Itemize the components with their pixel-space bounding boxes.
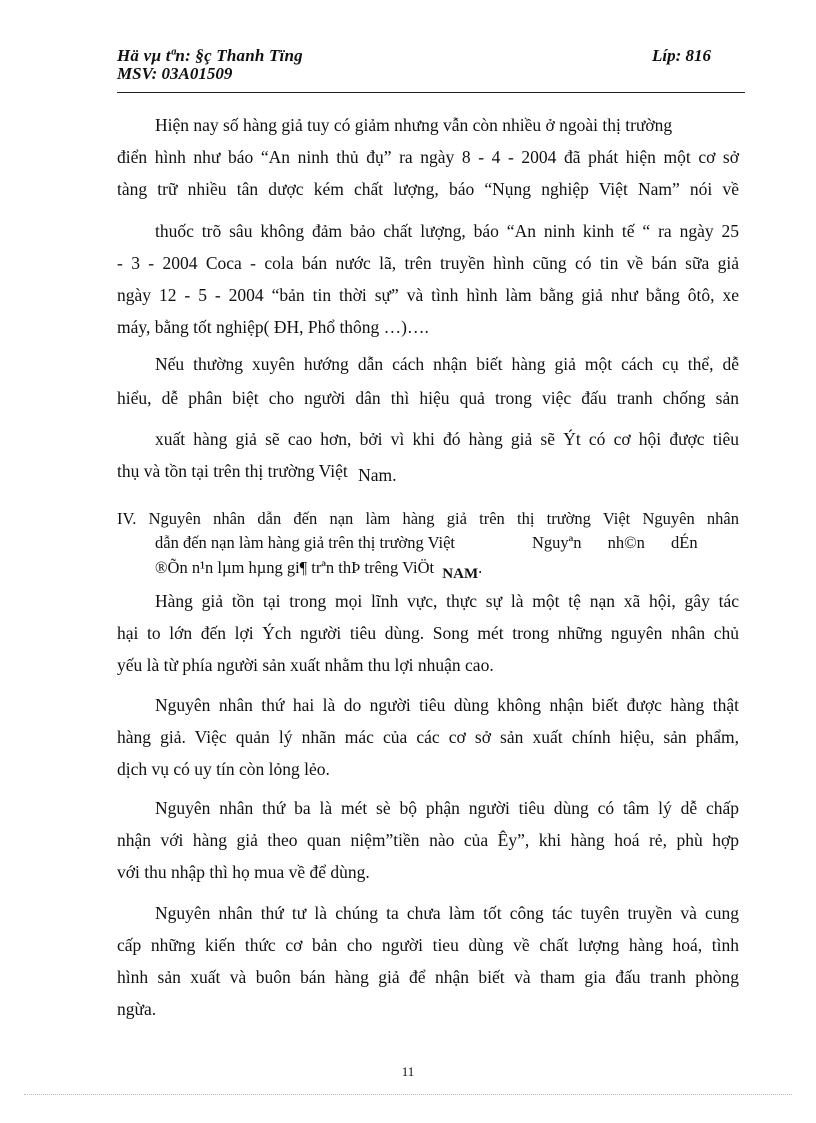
para5-line2: nhận với hàng giả theo quan niệm”tiền nào của Êy”, khi hàng hoá rẻ, phù hợp [117, 830, 739, 850]
para5-line1: Nguyên nhân thứ ba là mét sè bộ phận người tiêu dùng có tâm lý dễ chấp [155, 798, 739, 818]
para2-line4-text: thụ và tồn tại trên thị trường Việt [117, 461, 348, 481]
section-heading-line2 [155, 532, 739, 554]
para1-line6: ngày 12 - 5 - 2004 “bản tin thời sự” và tình hình làm bằng giả như bằng ôtô, xe [117, 285, 739, 305]
section-heading-line2-garbled: Nguyªn nh©n dÉn [532, 533, 698, 552]
para4-line1: Nguyên nhân thứ hai là do người tiêu dùng không nhận biết được hàng thật [155, 695, 739, 715]
para5-line3: với thu nhập thì họ mua về để dùng. [117, 862, 370, 882]
para2-line3: xuất hàng giả sẽ cao hơn, bởi vì khi đó hàng giả sẽ Ýt có cơ hội được tiêu [155, 429, 739, 449]
para1-line5: - 3 - 2004 Coca - cola bán nước lã, trên truyền hình cũng có tin về bán sữa giả [117, 253, 739, 273]
para2-line1: Nếu thường xuyên hướng dẫn cách nhận biết hàng giả một cách cụ thể, dễ [155, 354, 739, 374]
para4-line3: dịch vụ có uy tín còn lỏng lẻo. [117, 759, 330, 779]
para1-line1: Hiện nay số hàng giả tuy có giảm nhưng vẫn còn nhiều ở ngoài thị trường [155, 115, 673, 135]
section-heading-line3-period: . [478, 558, 483, 577]
page-header [117, 44, 745, 93]
section-heading-line3 [155, 557, 482, 580]
para1-line7: máy, bằng tốt nghiệp( ĐH, Phổ thông …)…. [117, 317, 429, 337]
para1-line3: tàng trữ nhiều tân dược kém chất lượng, báo “Nụng nghiệp Việt Nam” nói về [117, 179, 739, 199]
para3-line2: hại to lớn đến lợi Ých người tiêu dùng. Song mét trong những nguyên nhân chủ [117, 623, 739, 643]
class-label: Líp: 816 [651, 46, 711, 65]
para3-line1: Hàng giả tồn tại trong mọi lĩnh vực, thực sự là một tệ nạn xã hội, gây tác [155, 591, 739, 611]
para2-line4-end: Nam. [358, 465, 397, 485]
para2-line4 [117, 460, 397, 485]
student-name: Hä vµ tªn: §ç Thanh Tïng [117, 46, 303, 65]
section-heading-line2-text: dẫn đến nạn làm hàng giả trên thị trường Việt [155, 533, 456, 552]
para1-line4: thuốc trõ sâu không đảm bảo chất lượng, báo “An ninh kinh tế “ ra ngày 25 [155, 221, 739, 241]
section-heading-line1: IV. Nguyên nhân dẫn đến nạn làm hàng giả trên thị trường Việt Nguyên nhân [117, 509, 739, 528]
student-id: MSV: 03A01509 [117, 64, 233, 83]
footer-divider [24, 1094, 792, 1095]
para3-line3: yếu là từ phía người sản xuất nhằm thu lợi nhuận cao. [117, 655, 494, 675]
para6-line2: cấp những kiến thức cơ bản cho người tieu dùng về chất lượng hàng hoá, tình [117, 935, 739, 955]
section-heading-line3-text: ®Õn n¹n lµm hµng gi¶ trªn thÞ trêng ViÖt [155, 558, 435, 577]
para6-line3: hình sản xuất và buôn bán hàng giả để nhận biết và tham gia đấu tranh phòng [117, 967, 739, 987]
page-number: 11 [401, 1064, 415, 1079]
para4-line2: hàng giả. Việc quản lý nhãn mác của các cơ sở sản xuất chính hiệu, sản phẩm, [117, 727, 739, 747]
para6-line4: ngừa. [117, 999, 157, 1019]
para1-line2: điển hình như báo “An ninh thủ đụ” ra ngày 8 - 4 - 2004 đã phát hiện một cơ sở [117, 147, 739, 167]
para6-line1: Nguyên nhân thứ tư là chúng ta chưa làm tốt công tác tuyên truyền và cung [155, 903, 739, 923]
section-heading-line3-nam: NAM [442, 566, 479, 582]
para2-line2: hiểu, dễ phân biệt cho người dân thì hiệu quả trong việc đấu tranh chống sản [117, 388, 739, 408]
